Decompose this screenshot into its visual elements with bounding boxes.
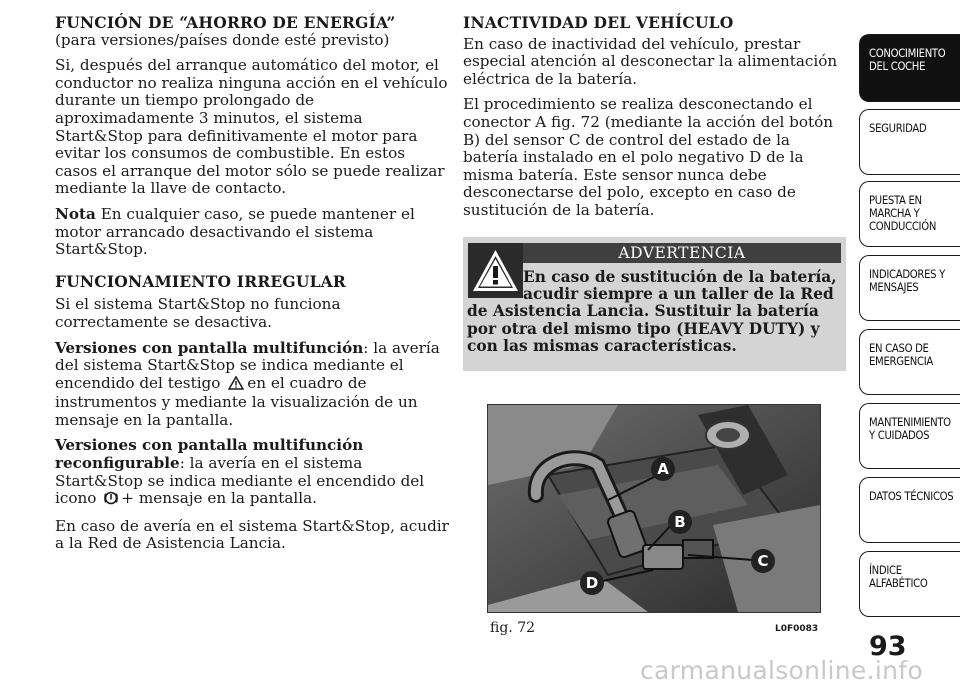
paragraph-energy-saving: Si, después del arranque automático del motor, el conductor no realiza ninguna acción en el vehículo durante un tiempo prolongado de aproximadamente 3 minutos, el sistema Start&Stop para definitivamente el motor para evitar los consumos de combustible. En estos casos el arranque del motor sólo se puede realizar mediante la llave de contacto.: [55, 56, 448, 198]
tab-seguridad[interactable]: SEGURIDAD: [859, 109, 960, 175]
paragraph-assistance: En caso de avería en el sistema Start&Stop, acudir a la Red de Asistencia Lancia.: [55, 516, 449, 553]
tab-indice[interactable]: ÍNDICE ALFABÉTICO: [859, 551, 960, 617]
callout-c: C: [751, 549, 775, 573]
warning-title: ADVERTENCIA: [523, 243, 841, 263]
warning-text: [467, 269, 841, 355]
tab-emergencia[interactable]: EN CASO DE EMERGENCIA: [859, 329, 960, 395]
chapter-sidebar: [859, 0, 960, 686]
warning-triangle-icon: [228, 376, 244, 395]
callout-d: D: [580, 571, 604, 595]
subtitle-versions: (para versiones/países donde esté previsto): [55, 30, 390, 49]
start-stop-fault-icon: [104, 491, 118, 510]
watermark: carmanualsonline.info: [640, 656, 923, 685]
figure-caption: fig. 72: [490, 620, 536, 636]
tab-mantenimiento[interactable]: MANTENIMIENTO Y CUIDADOS: [859, 403, 960, 469]
multifunction-text-a: : la avería del sistema Start&Stop se indica mediante el encendido del testigo: [55, 338, 440, 392]
warning-rest: de Asistencia Lancia. Sustituir la batería por otra del mismo tipo (HEAVY DUTY) y con las mismas características.: [467, 302, 820, 355]
reconfigurable-text-a: : la avería en el sistema Start&Stop se indica mediante el encendido del icono: [55, 454, 425, 508]
heading-energy-saving: FUNCIÓN DE “AHORRO DE ENERGÍA”: [55, 13, 396, 32]
reconfigurable-label: Versiones con pantalla multifunción reconfigurable: [55, 436, 364, 473]
note-paragraph: [55, 206, 450, 259]
battery-illustration: [488, 405, 820, 612]
reconfigurable-text-b: + mensaje en la pantalla.: [121, 489, 318, 508]
paragraph-procedure: El procedimiento se realiza desconectando el conector A fig. 72 (mediante la acción del botón B) del sensor C de control del estado de la batería instalado en el polo negativo D de la misma batería. Este sensor nunca debe desconectarse del polo, excepto en caso de sustitución de la batería.: [463, 95, 834, 219]
battery-figure: [487, 404, 821, 613]
tab-conocimiento[interactable]: CONOCIMIENTO DEL COCHE: [859, 34, 960, 102]
callout-b: B: [668, 510, 692, 534]
figure-code: L0F0083: [775, 624, 819, 634]
page-number: 93: [869, 631, 907, 662]
warning-box: [463, 237, 846, 371]
note-text: En cualquier caso, se puede mantener el motor arrancado desactivando el sistema Start&Stop.: [55, 204, 415, 259]
paragraph-irregular: Si el sistema Start&Stop no funciona correctamente se desactiva.: [55, 295, 341, 331]
tab-indicadores[interactable]: INDICADORES Y MENSAJES: [859, 255, 960, 321]
paragraph-reconfigurable: [55, 437, 450, 509]
warning-line-2: acudir siempre a un taller de la Red: [523, 285, 834, 304]
note-label: Nota: [55, 204, 96, 223]
warning-line-1: En caso de sustitución de la batería,: [523, 268, 837, 286]
multifunction-label: Versiones con pantalla multifunción: [55, 338, 364, 357]
middle-column: [463, 14, 848, 228]
paragraph-inactivity: En caso de inactividad del vehículo, prestar especial atención al desconectar la alimentación eléctrica de la batería.: [463, 34, 838, 88]
tab-datos-tecnicos[interactable]: DATOS TÉCNICOS: [859, 477, 960, 543]
heading-inactivity: INACTIVIDAD DEL VEHÍCULO: [463, 13, 734, 32]
callout-a: A: [651, 457, 675, 481]
tab-puesta-en-marcha[interactable]: PUESTA EN MARCHA Y CONDUCCIÓN: [859, 181, 960, 247]
paragraph-multifunction: [55, 340, 450, 430]
heading-irregular: FUNCIONAMIENTO IRREGULAR: [55, 271, 346, 291]
left-column: [55, 14, 450, 561]
multifunction-text-b: en el cuadro de instrumentos y mediante la visualización de un mensaje en la pantalla.: [55, 373, 418, 429]
